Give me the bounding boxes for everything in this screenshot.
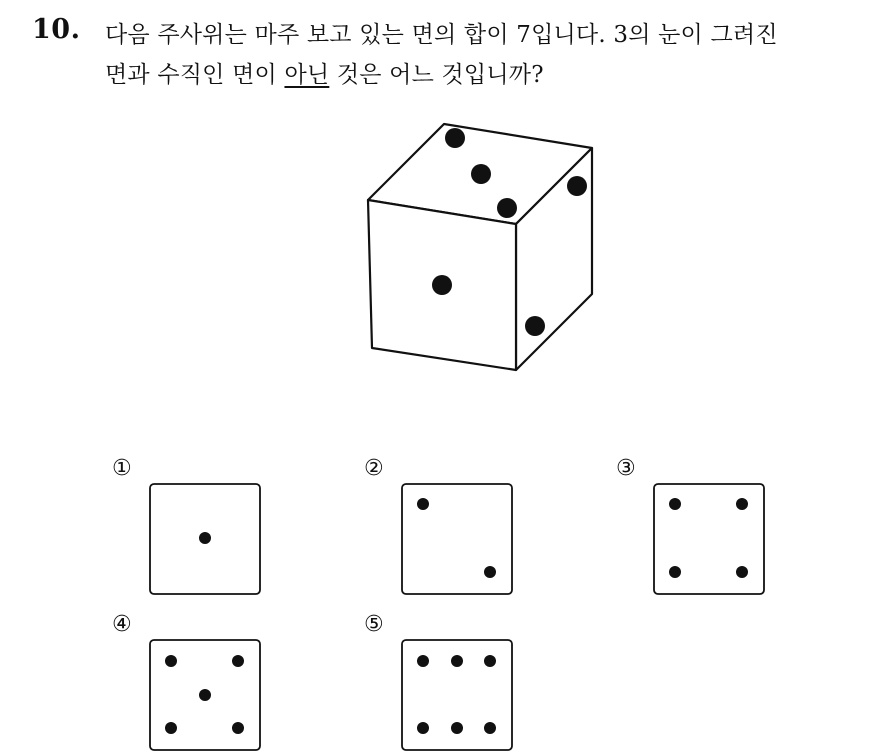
die-pip [165, 722, 177, 734]
dice-cube-figure [360, 118, 596, 374]
cube-front-pip [432, 275, 452, 295]
die-pip [484, 566, 496, 578]
die-pip [669, 498, 681, 510]
die-pip [417, 655, 429, 667]
cube-top-pip [445, 128, 465, 148]
cube-right-pip [567, 176, 587, 196]
option-marker: ⑤ [364, 612, 384, 637]
answer-option-1[interactable] [112, 458, 252, 598]
die-face-one [149, 483, 261, 595]
answer-option-2[interactable] [364, 458, 504, 598]
answer-option-5[interactable] [364, 614, 504, 754]
option-marker: ① [112, 456, 132, 481]
die-pip [165, 655, 177, 667]
question-text-line-2-end: 것은 어느 것입니까? [329, 62, 544, 88]
die-face-four [653, 483, 765, 595]
answer-option-3[interactable] [616, 458, 756, 598]
die-face-five [149, 639, 261, 751]
die-pip [451, 655, 463, 667]
question-number: 10. [32, 14, 81, 45]
die-face-six [401, 639, 513, 751]
die-face-two [401, 483, 513, 595]
die-pip [451, 722, 463, 734]
die-pip [484, 722, 496, 734]
die-pip [199, 532, 211, 544]
die-pip [736, 498, 748, 510]
die-pip [669, 566, 681, 578]
answer-option-4[interactable] [112, 614, 252, 754]
option-marker: ④ [112, 612, 132, 637]
question-text-line-2-start: 면과 수직인 면이 [105, 62, 285, 88]
die-pip [199, 689, 211, 701]
die-pip [232, 655, 244, 667]
cube-top-pip [497, 198, 517, 218]
die-pip [232, 722, 244, 734]
cube-top-pip [471, 164, 491, 184]
question-text-line-1: 다음 주사위는 마주 보고 있는 면의 합이 7입니다. 3의 눈이 그려진 [105, 22, 778, 48]
die-pip [736, 566, 748, 578]
die-pip [417, 722, 429, 734]
option-marker: ② [364, 456, 384, 481]
cube-right-pip [525, 316, 545, 336]
die-pip [417, 498, 429, 510]
die-pip [484, 655, 496, 667]
question-text-line-2 [105, 56, 544, 89]
emphasis-underlined-word: 아닌 [284, 62, 330, 88]
option-marker: ③ [616, 456, 636, 481]
